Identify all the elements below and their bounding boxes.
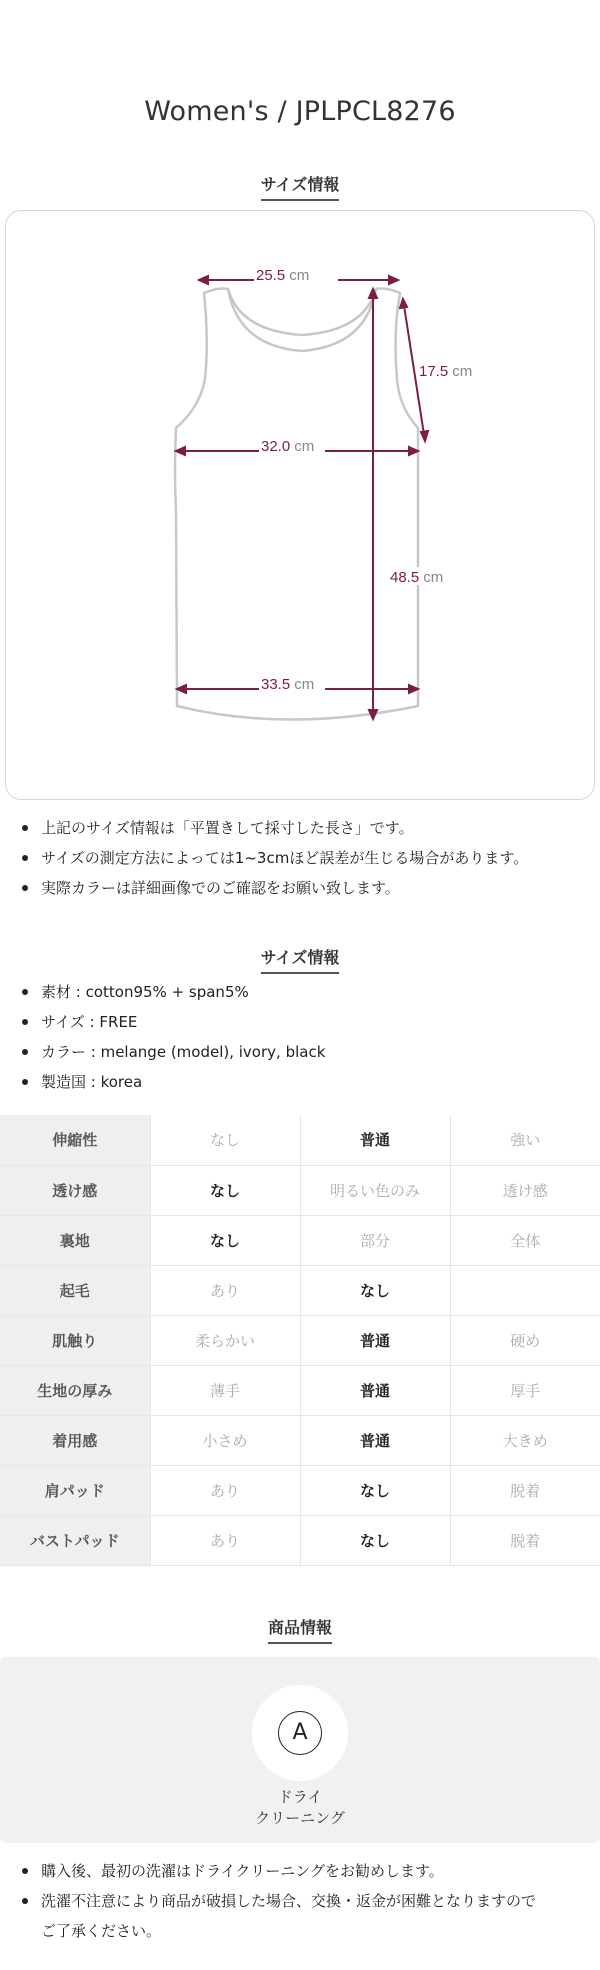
attribute-option: 厚手 [450,1365,600,1415]
chest-label: 32.0 cm [261,438,315,455]
attribute-option: あり [150,1265,300,1315]
tank-top-diagram [6,211,596,801]
attribute-label: 起毛 [0,1265,150,1315]
table-row [0,1215,600,1265]
list-item: 素材 : cotton95% + span5% [22,977,582,1007]
list-item: 上記のサイズ情報は「平置きして採寸した長さ」です。 [22,813,582,843]
list-item: カラー : melange (model), ivory, black [22,1037,582,1067]
table-row [0,1415,600,1465]
size-info-heading: サイズ情報 [0,172,600,201]
attribute-option: 硬め [450,1315,600,1365]
attribute-option-selected: なし [300,1465,450,1515]
spec-list [22,977,582,1097]
care-icon-circle [252,1685,348,1781]
attribute-option: 脱着 [450,1465,600,1515]
garment-outline [175,289,418,720]
care-info-box [0,1657,600,1843]
list-item: サイズ : FREE [22,1007,582,1037]
attribute-option: 薄手 [150,1365,300,1415]
attribute-option-selected: なし [150,1165,300,1215]
table-row [0,1265,600,1315]
attribute-table [0,1115,600,1566]
list-item: 実際カラーは詳細画像でのご確認をお願い致します。 [22,873,582,903]
attribute-option-selected: なし [300,1265,450,1315]
attribute-option-selected: なし [150,1215,300,1265]
care-label: ドライ クリーニング [255,1788,345,1827]
armhole-label: 17.5 cm [419,363,473,380]
attribute-option: 強い [450,1115,600,1165]
attribute-option-selected: 普通 [300,1415,450,1465]
attribute-label: 肩パッド [0,1465,150,1515]
care-notes [22,1856,582,1946]
attribute-option: あり [150,1515,300,1565]
measure-labels [254,265,481,693]
attribute-option-selected: なし [300,1515,450,1565]
attribute-option: 透け感 [450,1165,600,1215]
list-item: 購入後、最初の洗濯はドライクリーニングをお勧めします。 [22,1856,582,1886]
table-row [0,1365,600,1415]
dry-cleaning-icon: A [278,1711,322,1755]
table-row [0,1115,600,1165]
measure-lines [176,276,428,719]
product-info-heading: 商品情報 [0,1615,600,1644]
table-row [0,1465,600,1515]
table-row [0,1315,600,1365]
attribute-option: あり [150,1465,300,1515]
attribute-label: 肌触り [0,1315,150,1365]
page-title: Women's / JPLPCL8276 [144,96,456,127]
attribute-label: 伸縮性 [0,1115,150,1165]
hem-label: 33.5 cm [261,676,315,693]
table-row [0,1165,600,1215]
length-label: 48.5 cm [390,569,444,586]
spec-heading: サイズ情報 [0,945,600,974]
attribute-option: 部分 [300,1215,450,1265]
size-notes [22,813,582,903]
attribute-label: 透け感 [0,1165,150,1215]
attribute-label: バストパッド [0,1515,150,1565]
list-item: 洗濯不注意により商品が破損した場合、交換・返金が困難となりますので ご了承ください。 [22,1886,582,1946]
table-row [0,1515,600,1565]
attribute-option: 大きめ [450,1415,600,1465]
attribute-option [450,1265,600,1315]
attribute-option: 明るい色のみ [300,1165,450,1215]
attribute-option-selected: 普通 [300,1365,450,1415]
list-item: 製造国 : korea [22,1067,582,1097]
attribute-option: 柔らかい [150,1315,300,1365]
list-item: サイズの測定方法によっては1~3cmほど誤差が生じる場合があります。 [22,843,582,873]
attribute-option: なし [150,1115,300,1165]
attribute-option: 脱着 [450,1515,600,1565]
attribute-label: 裏地 [0,1215,150,1265]
attribute-label: 生地の厚み [0,1365,150,1415]
attribute-option: 全体 [450,1215,600,1265]
attribute-option-selected: 普通 [300,1115,450,1165]
attribute-option-selected: 普通 [300,1315,450,1365]
attribute-option: 小さめ [150,1415,300,1465]
size-diagram [5,210,595,800]
shoulder-label: 25.5 cm [256,267,310,284]
attribute-label: 着用感 [0,1415,150,1465]
